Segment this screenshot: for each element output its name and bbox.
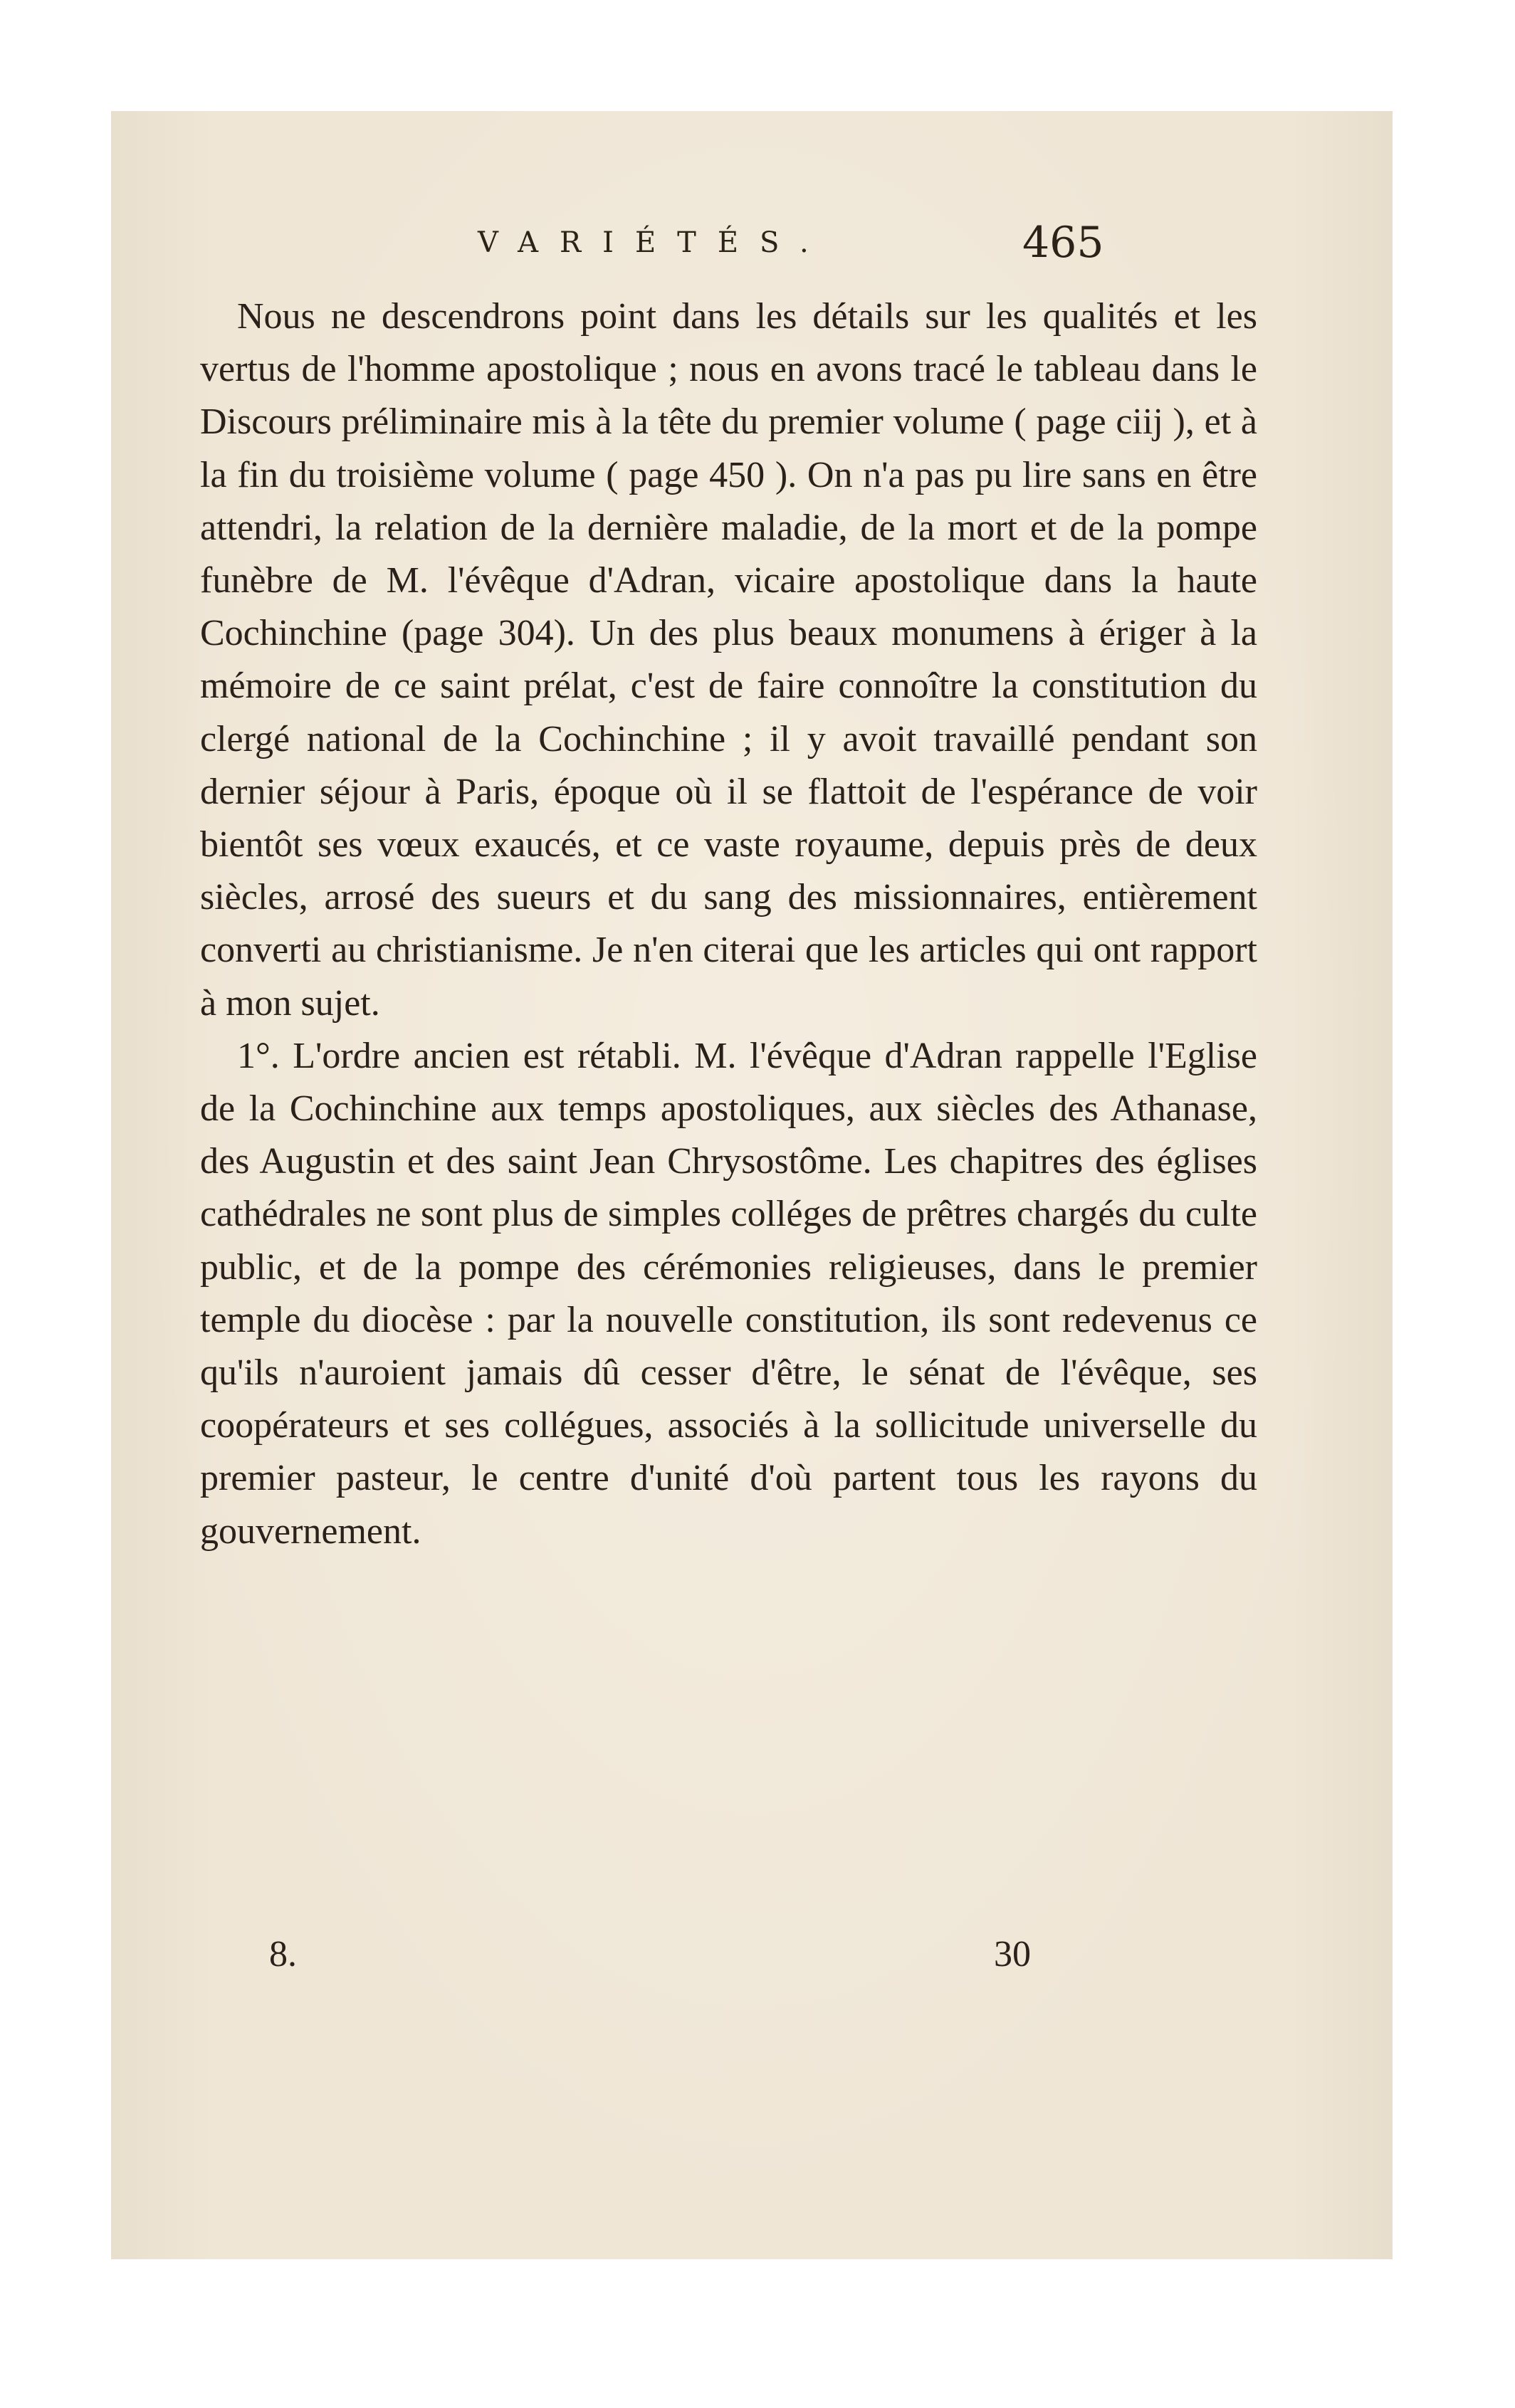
signature-mark: 8. bbox=[269, 1934, 297, 1975]
running-title: VARIÉTÉS. bbox=[478, 226, 830, 259]
page-number: 465 bbox=[1022, 218, 1104, 268]
paragraph-1: Nous ne descendrons point dans les détails sur les qualités et les vertus de l'homme apostolique ; nous en avons tracé le tableau dans le Discours préliminaire mis à la tête du premier volume ( page ciij ), et à la fin du troisième volume ( page 450 ). On n'a pas pu lire sans en être attendri, la relation de la dernière maladie, de la mort et de la pompe funèbre de M. l'évêque d'Adran, vicaire apostolique dans la haute Cochinchine (page 304). Un des plus beaux monumens à ériger à la mémoire de ce saint prélat, c'est de faire connoître la constitution du clergé national de la Cochinchine ; il y avoit travaillé pendant son dernier séjour à Paris, époque où il se flattoit de l'espérance de voir bientôt ses vœux exaucés, et ce vaste royaume, depuis près de deux siècles, arrosé des sueurs et du sang des missionnaires, entièrement converti au christianisme. Je n'en citerai que les articles qui ont rapport à mon sujet. bbox=[200, 296, 1257, 1024]
body-text bbox=[200, 290, 1257, 1558]
sheet-number: 30 bbox=[994, 1934, 1031, 1975]
paragraph-2: 1°. L'ordre ancien est rétabli. M. l'évêque d'Adran rappelle l'Eglise de la Cochinchine aux temps apostoliques, aux siècles des Athanase, des Augustin et des saint Jean Chrysostôme. Les chapitres des églises cathédrales ne sont plus de simples colléges de prêtres chargés du culte public, et de la pompe des cérémonies religieuses, dans le premier temple du diocèse : par la nouvelle constitution, ils sont redevenus ce qu'ils n'auroient jamais dû cesser d'être, le sénat de l'évêque, ses coopérateurs et ses collégues, associés à la sollicitude universelle du premier pasteur, le centre d'unité d'où partent tous les rayons du gouvernement. bbox=[200, 1035, 1257, 1552]
book-page bbox=[111, 111, 1393, 2259]
